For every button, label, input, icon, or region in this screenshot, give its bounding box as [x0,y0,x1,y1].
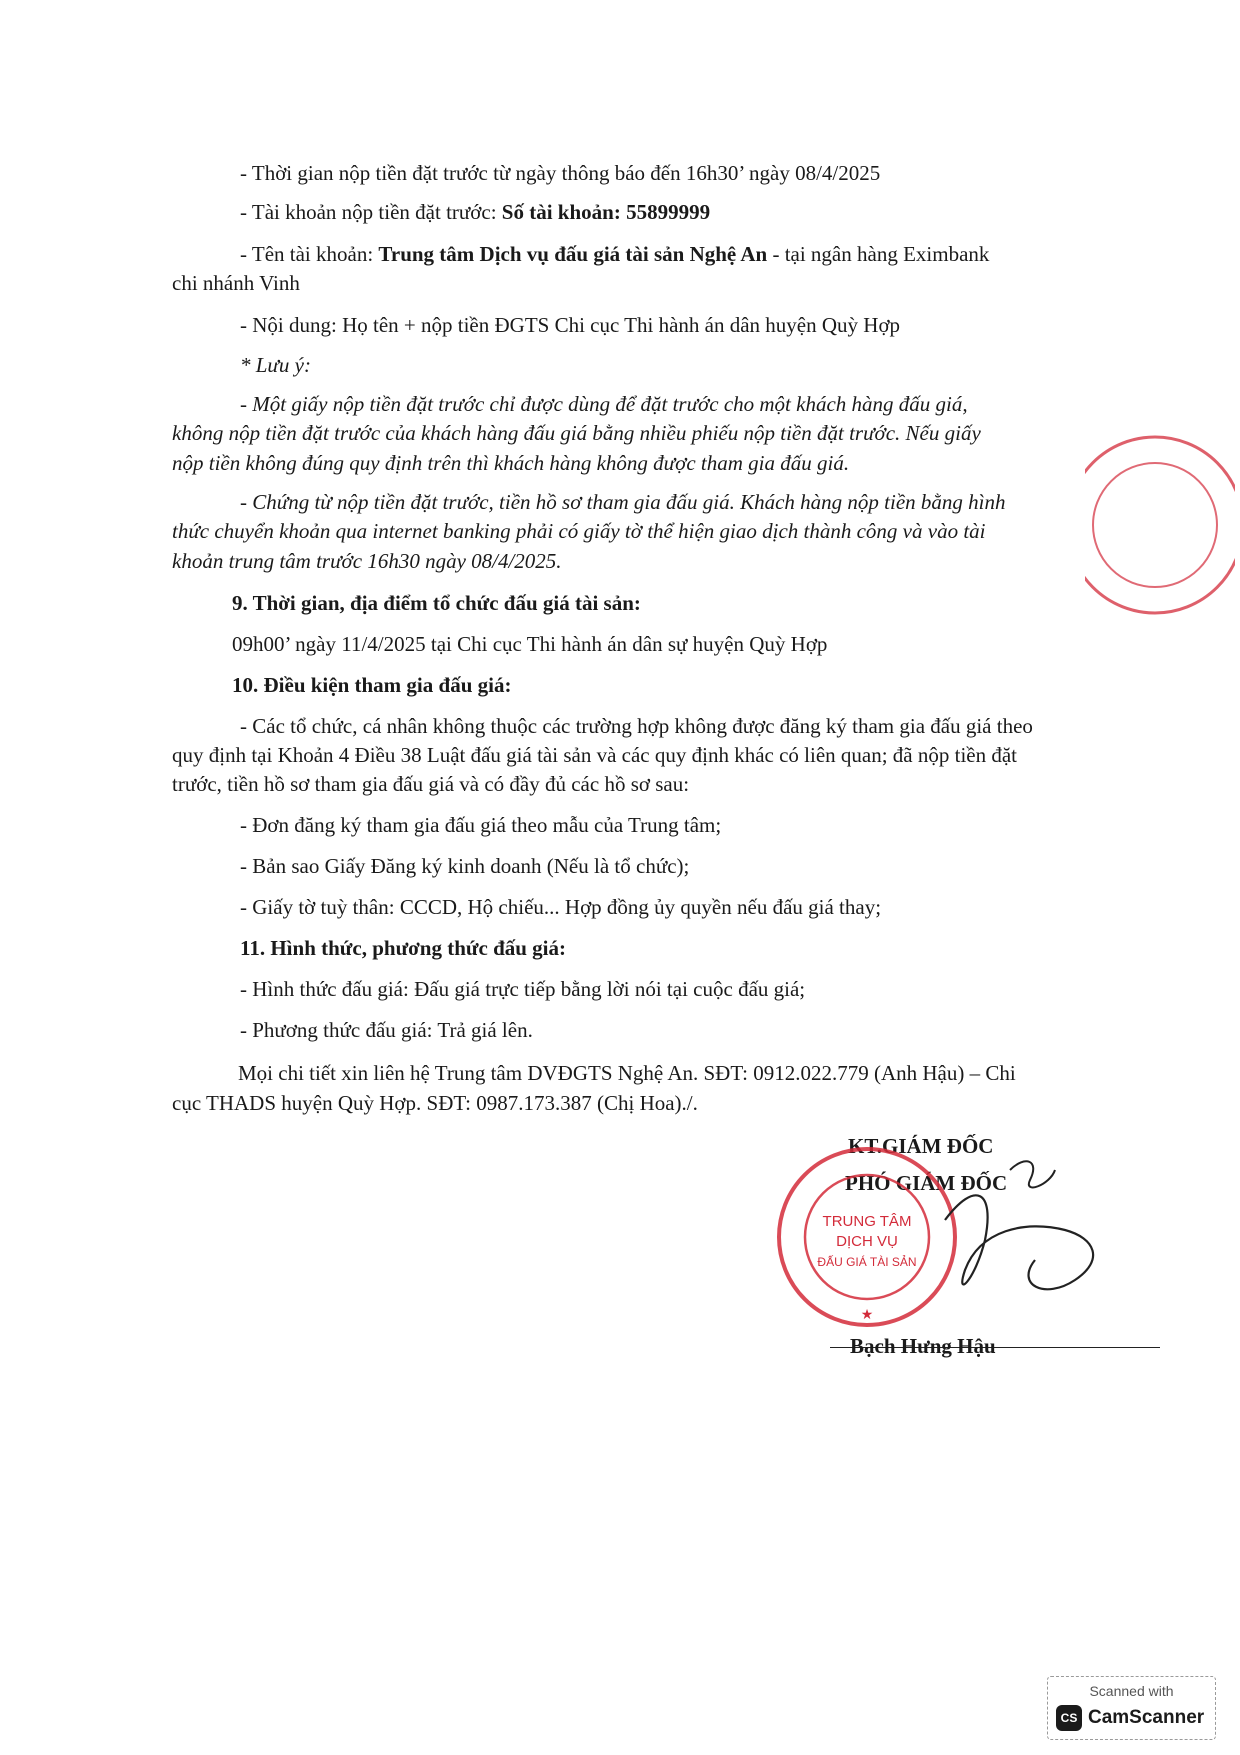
deposit-time: - Thời gian nộp tiền đặt trước từ ngày thông báo đến 16h30’ ngày 08/4/2025 [240,161,881,185]
deposit-account-label: - Tài khoản nộp tiền đặt trước: [240,200,502,224]
account-name-rest: - tại ngân hàng Eximbank [767,242,990,266]
camscanner-badge [1047,1676,1216,1740]
section9-heading: 9. Thời gian, địa điểm tổ chức đấu giá tài sản: [232,591,641,615]
contact-line1: Mọi chi tiết xin liên hệ Trung tâm DVĐGTS Nghệ An. SĐT: 0912.022.779 (Anh Hậu) – Chi [238,1061,1016,1085]
camscanner-logo-icon: CS [1056,1705,1082,1731]
signature-title1: KT.GIÁM ĐỐC [848,1134,994,1158]
section10-line2: quy định tại Khoản 4 Điều 38 Luật đấu giá tài sản và các quy định khác có liên quan; đã nộp tiền đặt [172,743,1018,767]
section11-form: - Hình thức đấu giá: Đấu giá trực tiếp bằng lời nói tại cuộc đấu giá; [240,977,806,1001]
note-p1-line1: - Một giấy nộp tiền đặt trước chỉ được dùng để đặt trước cho một khách hàng đấu giá, [240,392,968,416]
section10-item3: - Giấy tờ tuỳ thân: CCCD, Hộ chiếu... Hợp đồng ủy quyền nếu đấu giá thay; [240,895,882,919]
side-seal-stamp [1085,425,1235,625]
stamp-star-icon: ★ [860,1307,874,1323]
official-seal-stamp [772,1142,962,1332]
stamp-line1: TRUNG TÂM [822,1213,912,1230]
section10-line1: - Các tổ chức, cá nhân không thuộc các trường hợp không được đăng ký tham gia đấu giá theo [240,714,1033,738]
deposit-account-name [240,241,989,267]
note-p2-line2: thức chuyển khoản qua internet banking phải có giấy tờ thể hiện giao dịch thành công và vào tài [172,519,986,543]
deposit-account-number: Số tài khoản: 55899999 [501,200,711,224]
stamp-line2: DỊCH VỤ [836,1233,898,1250]
section10-line3: trước, tiền hồ sơ tham gia đấu giá và có đầy đủ các hồ sơ sau: [172,772,690,796]
stamp-line3: ĐẤU GIÁ TÀI SẢN [817,1255,917,1269]
section10-item2: - Bản sao Giấy Đăng ký kinh doanh (Nếu là tổ chức); [240,854,690,878]
section10-item1: - Đơn đăng ký tham gia đấu giá theo mẫu của Trung tâm; [240,813,722,837]
camscanner-name: CamScanner [1088,1707,1205,1728]
handwritten-signature [935,1150,1135,1310]
note-p2-line1: - Chứng từ nộp tiền đặt trước, tiền hồ sơ tham gia đấu giá. Khách hàng nộp tiền bằng hình [240,490,1006,514]
deposit-content: - Nội dung: Họ tên + nộp tiền ĐGTS Chi cục Thi hành án dân huyện Quỳ Hợp [240,313,901,337]
section9-text: 09h00’ ngày 11/4/2025 tại Chi cục Thi hành án dân sự huyện Quỳ Hợp [232,632,828,656]
account-name-bold: Trung tâm Dịch vụ đấu giá tài sản Nghệ An [378,242,768,266]
deposit-account [240,199,710,225]
deposit-account-branch: chi nhánh Vinh [172,271,300,295]
camscanner-top-text: Scanned with [1089,1683,1174,1699]
account-name-label: - Tên tài khoản: [240,242,379,266]
section11-method: - Phương thức đấu giá: Trả giá lên. [240,1018,533,1042]
signature-title2: PHÓ GIÁM ĐỐC [845,1171,1008,1195]
note-p1-line3: nộp tiền không đúng quy định trên thì khách hàng không được tham gia đấu giá. [172,451,850,475]
section11-heading: 11. Hình thức, phương thức đấu giá: [240,936,567,960]
note-heading: * Lưu ý: [240,353,311,377]
signature-name: Bạch Hưng Hậu [850,1334,996,1358]
note-p2-line3: khoản trung tâm trước 16h30 ngày 08/4/2025. [172,549,562,573]
note-p1-line2: không nộp tiền đặt trước của khách hàng đấu giá bằng nhiều phiếu nộp tiền đặt trước. Nếu giấy [172,421,981,445]
contact-line2: cục THADS huyện Quỳ Hợp. SĐT: 0987.173.387 (Chị Hoa)./. [172,1091,698,1115]
section10-heading: 10. Điều kiện tham gia đấu giá: [232,673,512,697]
